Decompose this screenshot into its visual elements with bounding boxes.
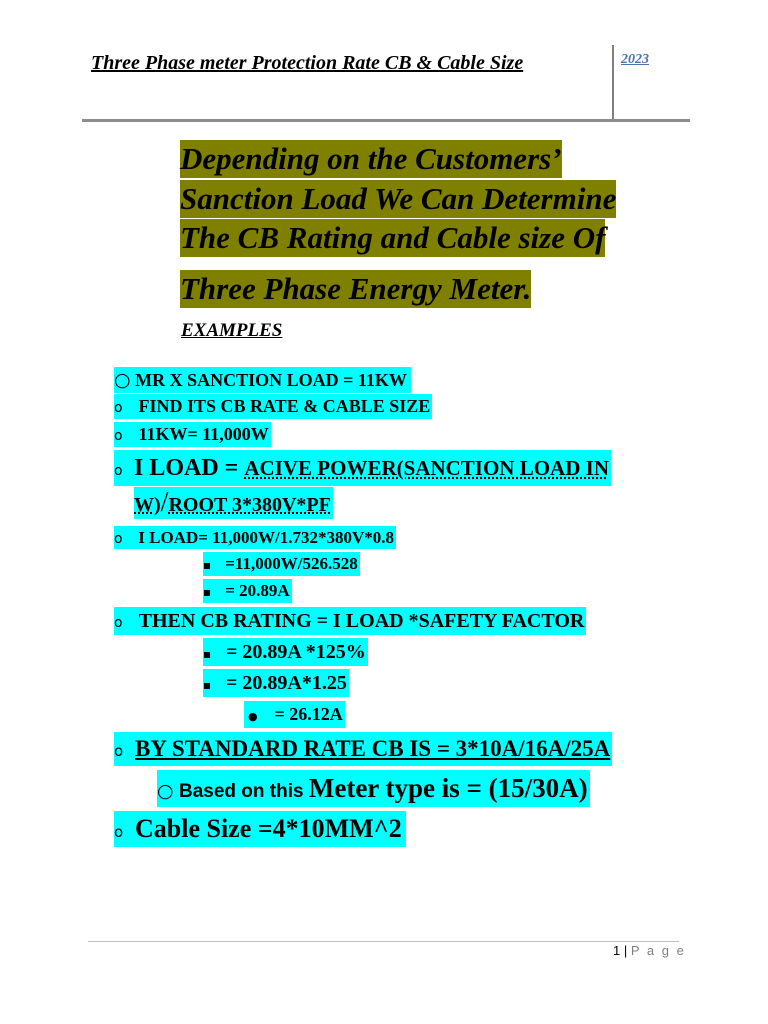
list-item: [114, 394, 432, 419]
list-item-text: = 20.89A*1.25: [226, 672, 347, 694]
headline-line-1: Depending on the Customers’: [180, 141, 562, 176]
list-item-text: = 20.89A: [225, 581, 290, 600]
disc-bullet-icon: ●: [248, 710, 258, 723]
formula-text-a: W): [134, 494, 161, 516]
hollow-bullet-icon: ○: [114, 369, 131, 391]
list-item: [203, 579, 292, 603]
hollow-bullet-icon: o: [114, 742, 124, 760]
page-footer: [613, 943, 686, 958]
hollow-bullet-icon: o: [114, 615, 123, 631]
list-item: [114, 367, 411, 393]
list-item: [203, 552, 360, 576]
headline-line-4: Three Phase Energy Meter.: [180, 271, 532, 306]
list-item-text: =11,000W/526.528: [225, 554, 358, 573]
header-year: 2023: [621, 52, 649, 67]
hollow-bullet-icon: o: [114, 531, 123, 547]
list-item-text: 11KW= 11,000W: [138, 424, 269, 444]
list-item: [244, 701, 345, 728]
square-bullet-icon: ▪: [203, 647, 212, 661]
square-bullet-icon: ▪: [203, 678, 212, 692]
list-item-text: MR X SANCTION LOAD = 11KW: [135, 370, 407, 390]
list-item: [114, 422, 271, 447]
hollow-bullet-icon: o: [114, 428, 123, 444]
headline-line-3: The CB Rating and Cable size Of: [180, 220, 606, 255]
list-item-text: I LOAD =: [134, 455, 245, 481]
headline-line-2: Sanction Load We Can Determine: [180, 181, 617, 216]
list-item-text: THEN CB RATING = I LOAD *SAFETY FACTOR: [138, 610, 585, 632]
hollow-bullet-icon: o: [114, 823, 124, 841]
current-formula-text: ACIVE POWER(SANCTION LOAD IN: [244, 456, 609, 480]
meter-type-text: Meter type is = (15/30A): [308, 773, 588, 803]
list-item-text: = 20.89A *125%: [226, 641, 366, 663]
list-item: [114, 811, 406, 847]
list-item: [114, 607, 586, 635]
list-item: [114, 732, 612, 766]
page-number: 1: [613, 943, 621, 958]
examples-heading: EXAMPLES: [181, 320, 283, 341]
page-separator: |: [623, 943, 628, 958]
hollow-bullet-icon: ○: [157, 780, 174, 802]
list-item-text: Cable Size =4*10MM^2: [135, 814, 402, 843]
square-bullet-icon: ▪: [203, 585, 212, 599]
list-item-text: I LOAD= 11,000W/1.732*380V*0.8: [138, 528, 394, 547]
hollow-bullet-icon: o: [114, 463, 123, 479]
list-item-text: = 26.12A: [274, 704, 343, 724]
list-item-continuation: [134, 487, 333, 519]
list-item: [203, 669, 349, 697]
formula-slash: /: [160, 487, 169, 518]
meter-type-lead: Based on this: [179, 781, 309, 802]
list-item-text: BY STANDARD RATE CB IS = 3*10A/16A/25A: [135, 736, 611, 761]
page-label: P a g e: [630, 943, 686, 958]
header-divider-vertical: [612, 45, 614, 121]
list-item: [203, 638, 368, 666]
square-bullet-icon: ▪: [203, 558, 212, 572]
footer-divider: [88, 941, 679, 942]
list-item-text: FIND ITS CB RATE & CABLE SIZE: [138, 396, 431, 416]
header-divider-horizontal: [82, 119, 690, 122]
hollow-bullet-icon: o: [114, 400, 123, 416]
list-item: [157, 770, 590, 807]
list-item: [114, 450, 611, 486]
formula-text-b: ROOT 3*380V*PF: [168, 494, 331, 516]
list-item: [114, 526, 396, 549]
page-header-title: Three Phase meter Protection Rate CB & Cable Size: [91, 52, 524, 74]
